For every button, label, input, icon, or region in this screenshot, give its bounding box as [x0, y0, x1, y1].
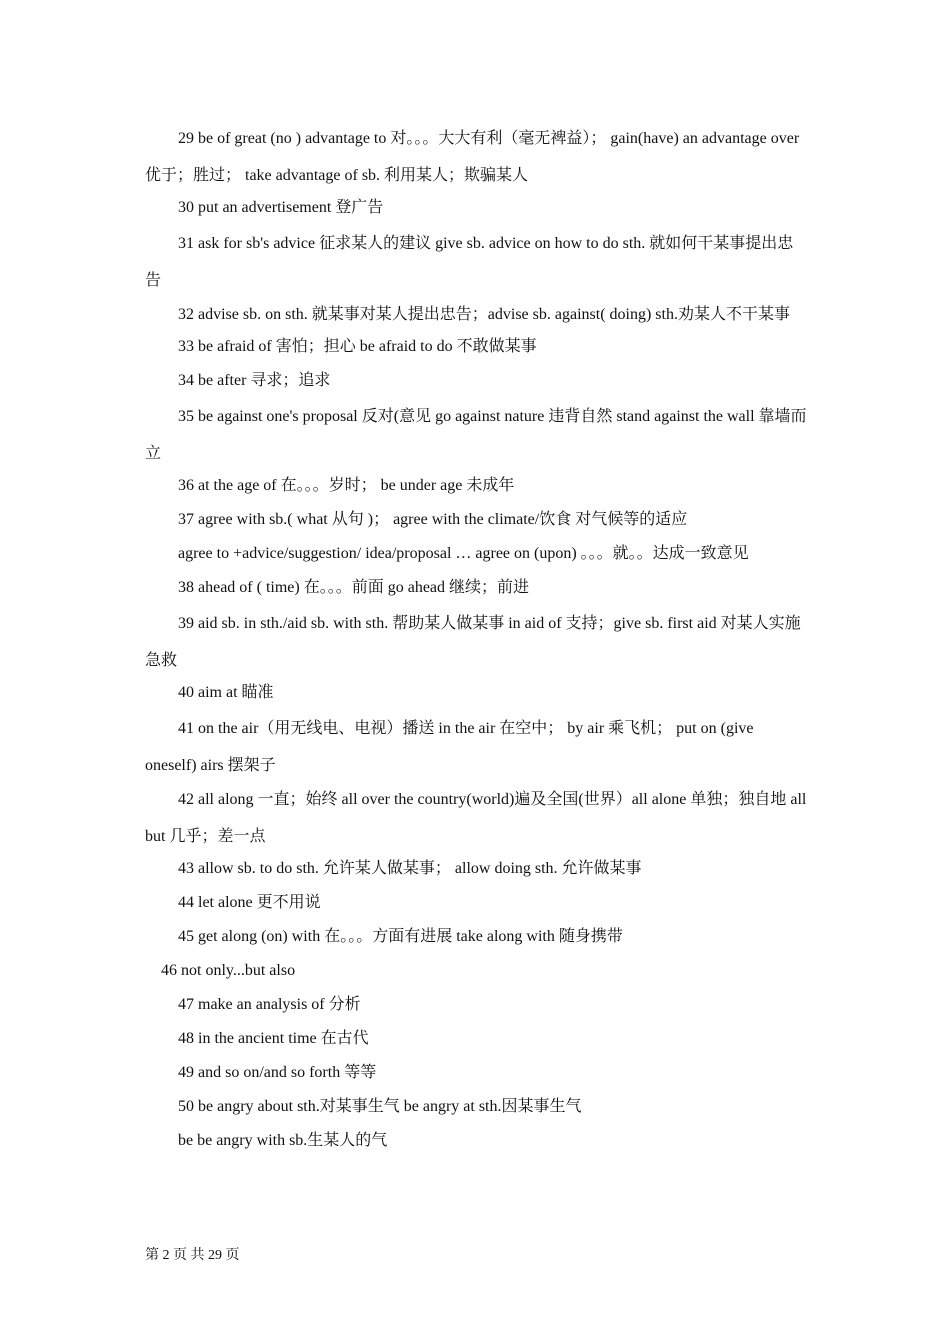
entry-44: 44 let alone 更不用说 [178, 894, 321, 911]
entry-40: 40 aim at 瞄准 [178, 684, 274, 701]
entry-50: 50 be angry about sth.对某事生气 be angry at sth.因某事生气 [178, 1098, 582, 1115]
entry-30: 30 put an advertisement 登广告 [178, 199, 384, 216]
entry-47: 47 make an analysis of 分析 [178, 996, 361, 1013]
entry-43: 43 allow sb. to do sth. 允许某人做某事； allow doing sth. 允许做某事 [178, 860, 642, 877]
entry-36: 36 at the age of 在。。。岁时； be under age 未成年 [178, 477, 515, 494]
entry-33: 33 be afraid of 害怕；担心 be afraid to do 不敢做某事 [178, 338, 537, 355]
entry-37-continued: agree to +advice/suggestion/ idea/proposal … agree on (upon) 。。。就。。达成一致意见 [178, 545, 749, 562]
vocabulary-list [145, 120, 807, 1158]
entry-48: 48 in the ancient time 在古代 [178, 1030, 369, 1047]
entry-29: 29 be of great (no ) advantage to 对。。。大大有利（毫无裨益）； gain(have) an advantage over 优于；胜过； take advantage of sb. 利用某人；欺骗某人 [145, 130, 800, 184]
entry-41: 41 on the air（用无线电、电视）播送 in the air 在空中； by air 乘飞机； put on (give oneself) airs 摆架子 [145, 720, 754, 774]
entry-31: 31 ask for sb's advice 征求某人的建议 give sb. advice on how to do sth. 就如何干某事提出忠告 [145, 235, 794, 289]
entry-39: 39 aid sb. in sth./aid sb. with sth. 帮助某人做某事 in aid of 支持；give sb. first aid 对某人实施急救 [145, 615, 801, 669]
page-number-footer: 第 2 页 共 29 页 [145, 1248, 240, 1263]
entry-49: 49 and so on/and so forth 等等 [178, 1064, 377, 1081]
entry-35: 35 be against one's proposal 反对(意见 go against nature 违背自然 stand against the wall 靠墙而立 [145, 408, 807, 462]
entry-42: 42 all along 一直；始终 all over the country(world)遍及全国(世界）all alone 单独；独自地 all but 几乎；差一点 [145, 791, 807, 845]
entry-37: 37 agree with sb.( what 从句 )； agree with the climate/饮食 对气候等的适应 [178, 511, 688, 528]
entry-38: 38 ahead of ( time) 在。。。前面 go ahead 继续；前进 [178, 579, 530, 596]
entry-34: 34 be after 寻求；追求 [178, 372, 331, 389]
entry-50-continued: be be angry with sb.生某人的气 [178, 1132, 388, 1149]
entry-46: 46 not only...but also [161, 962, 296, 979]
entry-32: 32 advise sb. on sth. 就某事对某人提出忠告；advise sb. against( doing) sth.劝某人不干某事 [178, 306, 790, 323]
entry-45: 45 get along (on) with 在。。。方面有进展 take along with 随身携带 [178, 928, 623, 945]
